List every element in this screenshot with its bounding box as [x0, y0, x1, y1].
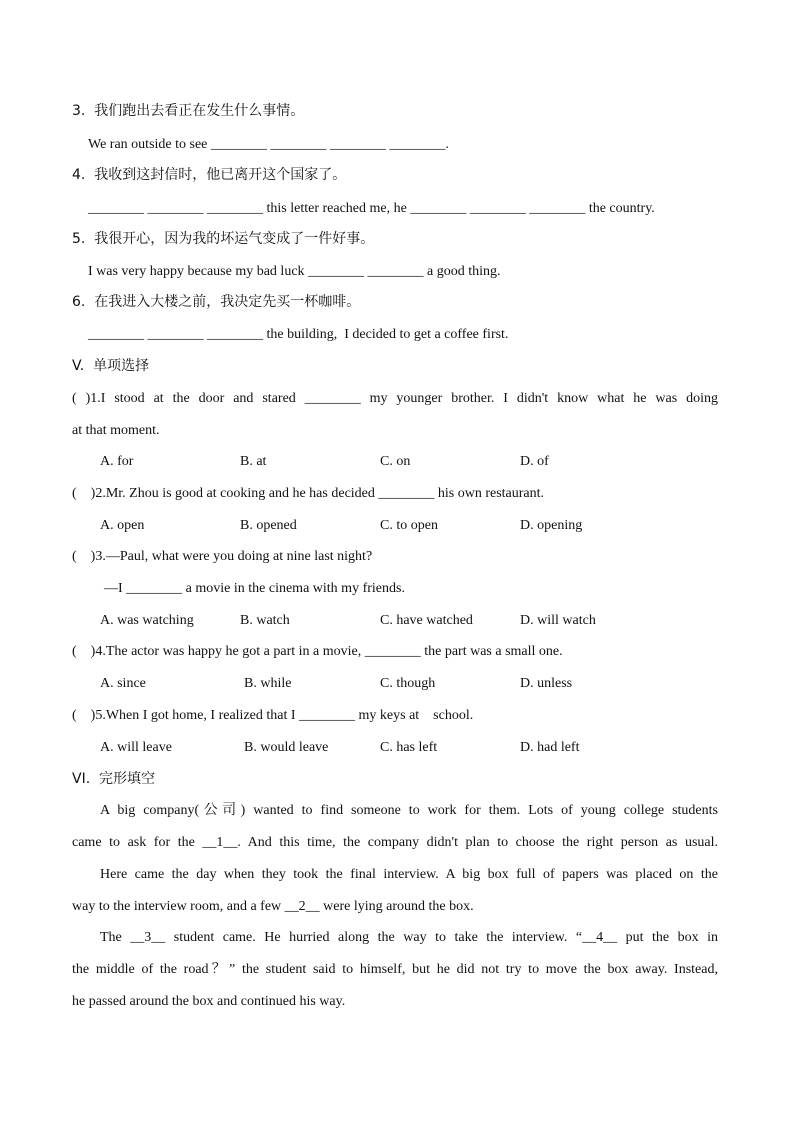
section-vi-heading: VI. 完形填空 [72, 771, 156, 787]
section-v-heading: V. 单项选择 [72, 358, 150, 374]
q6-prompt: 6. 在我进入大楼之前，我决定先买一杯咖啡。 [72, 294, 361, 310]
mc-q5-stem: ( )5.When I got home, I realized that I ________ my keys at school. [72, 708, 474, 723]
mc-q3-stem-cont: —I ________ a movie in the cinema with my friends. [104, 581, 405, 596]
mc-q5-option-b: B. would leave [244, 740, 329, 755]
mc-q4-option-c: C. though [380, 676, 436, 691]
mc-q1-stem: ( )1.I stood at the door and stared ________ my younger brother. I didn't know what he was doing [72, 391, 718, 406]
mc-q1-option-d: D. of [520, 454, 549, 469]
mc-q3-option-a: A. was watching [100, 613, 194, 628]
q4-sentence: ________ ________ ________ this letter reached me, he ________ ________ ________ the country. [88, 201, 655, 216]
passage-line-7: he passed around the box and continued his way. [72, 994, 346, 1009]
passage-line-6: the middle of the road？” the student said to himself, but he did not try to move the box away. Instead, [72, 962, 718, 977]
passage-line-5: The __3__ student came. He hurried along the way to take the interview. “__4__ put the box in [100, 930, 718, 945]
mc-q3-stem: ( )3.—Paul, what were you doing at nine last night? [72, 549, 373, 564]
mc-q5-option-d: D. had left [520, 740, 580, 755]
mc-q4-option-d: D. unless [520, 676, 573, 691]
q3-prompt: 3. 我们跑出去看正在发生什么事情。 [72, 103, 305, 119]
passage-line-4: way to the interview room, and a few __2__ were lying around the box. [72, 899, 474, 914]
mc-q3-option-b: B. watch [240, 613, 290, 628]
mc-q2-stem: ( )2.Mr. Zhou is good at cooking and he has decided ________ his own restaurant. [72, 486, 545, 501]
mc-q1-stem-cont: at that moment. [72, 423, 160, 438]
q5-sentence: I was very happy because my bad luck ________ ________ a good thing. [88, 264, 501, 279]
mc-q4-option-a: A. since [100, 676, 146, 691]
passage-line-2: came to ask for the __1__. And this time, the company didn't plan to choose the right person as usual. [72, 835, 718, 850]
passage-line-3: Here came the day when they took the final interview. A big box full of papers was placed on the [100, 867, 718, 882]
q5-prompt: 5. 我很开心，因为我的坏运气变成了一件好事。 [72, 231, 375, 247]
mc-q1-option-a: A. for [100, 454, 134, 469]
q3-sentence: We ran outside to see ________ ________ ________ ________. [88, 137, 449, 152]
mc-q4-stem: ( )4.The actor was happy he got a part in a movie, ________ the part was a small one. [72, 644, 563, 659]
mc-q3-option-d: D. will watch [520, 613, 596, 628]
q6-sentence: ________ ________ ________ the building, I decided to get a coffee first. [88, 327, 509, 342]
mc-q2-option-c: C. to open [380, 518, 438, 533]
mc-q5-option-c: C. has left [380, 740, 438, 755]
mc-q2-option-b: B. opened [240, 518, 297, 533]
mc-q2-option-a: A. open [100, 518, 145, 533]
mc-q1-option-c: C. on [380, 454, 411, 469]
q4-prompt: 4. 我收到这封信时，他已离开这个国家了。 [72, 167, 347, 183]
mc-q4-option-b: B. while [244, 676, 292, 691]
passage-line-1: A big company(公司) wanted to find someone to work for them. Lots of young college students [100, 803, 718, 818]
mc-q3-option-c: C. have watched [380, 613, 473, 628]
mc-q2-option-d: D. opening [520, 518, 583, 533]
mc-q5-option-a: A. will leave [100, 740, 172, 755]
mc-q1-option-b: B. at [240, 454, 267, 469]
